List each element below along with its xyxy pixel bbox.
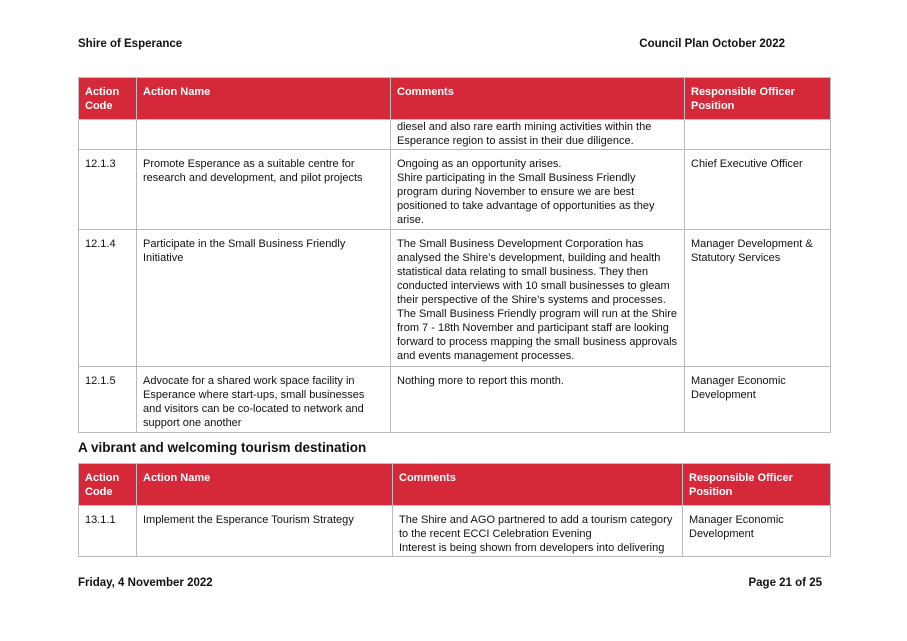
action-table-economy: [78, 77, 831, 433]
action-code-cell: 12.1.5: [79, 367, 137, 433]
comment-line: Interest is being shown from developers into delivering: [399, 542, 665, 554]
officer-cell: Manager Economic Development: [683, 506, 831, 557]
table-header-row: [79, 464, 831, 506]
comment-line: Nothing more to report this month.: [397, 375, 564, 387]
action-code-cell: [79, 120, 137, 150]
action-name-cell: Advocate for a shared work space facility in Esperance where start-ups, small businesses and visitors can be co-located to network and support one another: [137, 367, 391, 433]
table-row: [79, 120, 831, 150]
table-row: [79, 367, 831, 433]
action-name-cell: [137, 120, 391, 150]
comment-line: The Small Business Development Corporation has analysed the Shire’s development, building and health statistical data relating to small business. They then conducted interviews with 10 small businesses to gleam their perspective of the Shire’s systems and processes. The Small Business Friendly program will run at the Shire from 7 - 18th November and participant staff are looking forward to process mapping the small business approvals and events management processes.: [397, 238, 678, 362]
comments-cell: [393, 506, 683, 557]
table-row: [79, 150, 831, 230]
column-header-action-code: Action Code: [79, 78, 137, 120]
comments-cell: [391, 367, 685, 433]
comment-line: diesel and also rare earth mining activities within the: [397, 121, 652, 133]
table-header-row: [79, 78, 831, 120]
column-header-responsible-officer: Responsible Officer Position: [683, 464, 831, 506]
column-header-action-name: Action Name: [137, 464, 393, 506]
header-document-title: Council Plan October 2022: [639, 38, 785, 50]
officer-cell: Manager Development & Statutory Services: [685, 230, 831, 367]
action-name-cell: Participate in the Small Business Friendly Initiative: [137, 230, 391, 367]
officer-cell: Chief Executive Officer: [685, 150, 831, 230]
comment-line: The Shire and AGO partnered to add a tourism category to the recent ECCI Celebration Evening: [399, 514, 673, 540]
action-name-cell: Implement the Esperance Tourism Strategy: [137, 506, 393, 557]
header-organization: Shire of Esperance: [78, 38, 183, 50]
column-header-comments: Comments: [393, 464, 683, 506]
column-header-comments: Comments: [391, 78, 685, 120]
table-row: [79, 506, 831, 557]
comment-line: Ongoing as an opportunity arises.: [397, 158, 562, 170]
comments-cell: [391, 150, 685, 230]
action-name-cell: Promote Esperance as a suitable centre for research and development, and pilot projects: [137, 150, 391, 230]
column-header-responsible-officer: Responsible Officer Position: [685, 78, 831, 120]
officer-cell: [685, 120, 831, 150]
officer-cell: Manager Economic Development: [685, 367, 831, 433]
comments-cell: [391, 120, 685, 150]
action-code-cell: 13.1.1: [79, 506, 137, 557]
action-code-cell: 12.1.4: [79, 230, 137, 367]
comment-line: Esperance region to assist in their due diligence.: [397, 135, 634, 147]
column-header-action-name: Action Name: [137, 78, 391, 120]
comments-cell: [391, 230, 685, 367]
action-code-cell: 12.1.3: [79, 150, 137, 230]
comment-line: Shire participating in the Small Business Friendly program during November to ensure we are best positioned to take advantage of opportunities as they arise.: [397, 172, 655, 226]
column-header-action-code: Action Code: [79, 464, 137, 506]
footer-page-number: Page 21 of 25: [748, 577, 822, 589]
action-table-tourism: [78, 463, 831, 557]
footer-date: Friday, 4 November 2022: [78, 577, 213, 589]
table-row: [79, 230, 831, 367]
section-heading: A vibrant and welcoming tourism destination: [78, 440, 367, 455]
